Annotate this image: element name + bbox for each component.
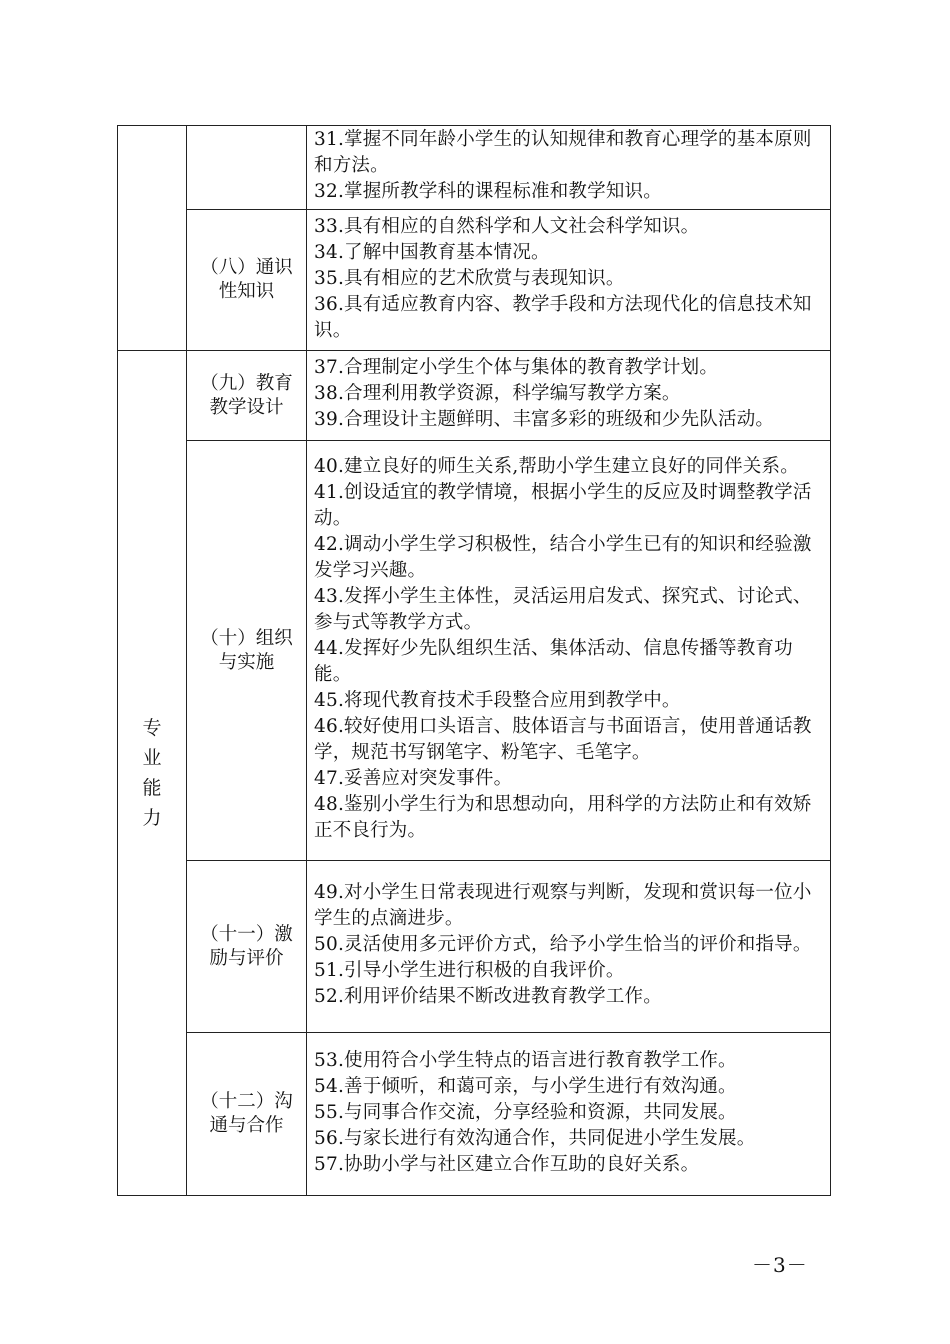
requirements-cell [307, 441, 831, 861]
list-item: 50.灵活使用多元评价方式，给予小学生恰当的评价和指导。 [314, 934, 812, 955]
area-cell: （十一）激励与评价 [187, 861, 307, 1033]
table-row [118, 351, 831, 441]
list-item: 46.较好使用口头语言、肢体语言与书面语言，使用普通话教学，规范书写钢笔字、粉笔字、毛笔字。 [314, 716, 812, 763]
area-cell: （十）组织与实施 [187, 441, 307, 861]
dimension-cell-ability [118, 351, 187, 1196]
standards-table [117, 125, 831, 1196]
list-item: 38.合理利用教学资源，科学编写教学方案。 [314, 383, 681, 404]
list-item: 34.了解中国教育基本情况。 [314, 241, 550, 263]
requirements-cell [307, 351, 831, 441]
dimension-char: 业 [142, 747, 162, 769]
list-item: 43.发挥小学生主体性，灵活运用启发式、探究式、讨论式、参与式等教学方式。 [314, 586, 812, 633]
table-row [118, 126, 831, 210]
list-item: 49.对小学生日常表现进行观察与判断，发现和赏识每一位小学生的点滴进步。 [314, 882, 812, 929]
list-item: 44.发挥好少先队组织生活、集体活动、信息传播等教育功能。 [314, 638, 793, 685]
list-item: 53.使用符合小学生特点的语言进行教育教学工作。 [314, 1049, 737, 1071]
list-item: 52.利用评价结果不断改进教育教学工作。 [314, 986, 662, 1007]
list-item: 36.具有适应教育内容、教学手段和方法现代化的信息技术知识。 [314, 293, 812, 341]
list-item: 42.调动小学生学习积极性，结合小学生已有的知识和经验激发学习兴趣。 [314, 534, 812, 581]
dimension-char: 专 [142, 717, 162, 739]
dimension-char: 能 [142, 777, 162, 799]
table-row [118, 1033, 831, 1196]
list-item: 33.具有相应的自然科学和人文社会科学知识。 [314, 215, 700, 237]
list-item: 31.掌握不同年龄小学生的认知规律和教育心理学的基本原则和方法。 [314, 129, 812, 176]
requirements-cell [307, 861, 831, 1033]
list-item: 45.将现代教育技术手段整合应用到教学中。 [314, 690, 681, 711]
area-cell: （十二）沟通与合作 [187, 1033, 307, 1196]
list-item: 51.引导小学生进行积极的自我评价。 [314, 960, 625, 981]
list-item: 41.创设适宜的教学情境，根据小学生的反应及时调整教学活动。 [314, 482, 812, 529]
requirements-cell [307, 1033, 831, 1196]
list-item: 56.与家长进行有效沟通合作，共同促进小学生发展。 [314, 1127, 756, 1149]
dimension-cell-knowledge [118, 126, 187, 351]
requirements-cell [307, 210, 831, 351]
table-row [118, 210, 831, 351]
area-cell: （九）教育教学设计 [187, 351, 307, 441]
table-row [118, 861, 831, 1033]
area-cell: （八）通识性知识 [187, 210, 307, 351]
list-item: 32.掌握所教学科的课程标准和教学知识。 [314, 181, 662, 202]
list-item: 35.具有相应的艺术欣赏与表现知识。 [314, 267, 625, 289]
requirements-cell [307, 126, 831, 210]
list-item: 57.协助小学与社区建立合作互助的良好关系。 [314, 1153, 700, 1175]
page-number: －3－ [752, 1253, 808, 1277]
area-cell [187, 126, 307, 210]
list-item: 48.鉴别小学生行为和思想动向，用科学的方法防止和有效矫正不良行为。 [314, 794, 812, 841]
list-item: 54.善于倾听，和蔼可亲，与小学生进行有效沟通。 [314, 1075, 737, 1097]
list-item: 37.合理制定小学生个体与集体的教育教学计划。 [314, 357, 719, 378]
dimension-char: 力 [142, 807, 162, 829]
list-item: 47.妥善应对突发事件。 [314, 768, 513, 789]
list-item: 39.合理设计主题鲜明、丰富多彩的班级和少先队活动。 [314, 409, 775, 430]
list-item: 40.建立良好的师生关系,帮助小学生建立良好的同伴关系。 [314, 456, 799, 477]
table-row [118, 441, 831, 861]
list-item: 55.与同事合作交流，分享经验和资源，共同发展。 [314, 1101, 737, 1123]
